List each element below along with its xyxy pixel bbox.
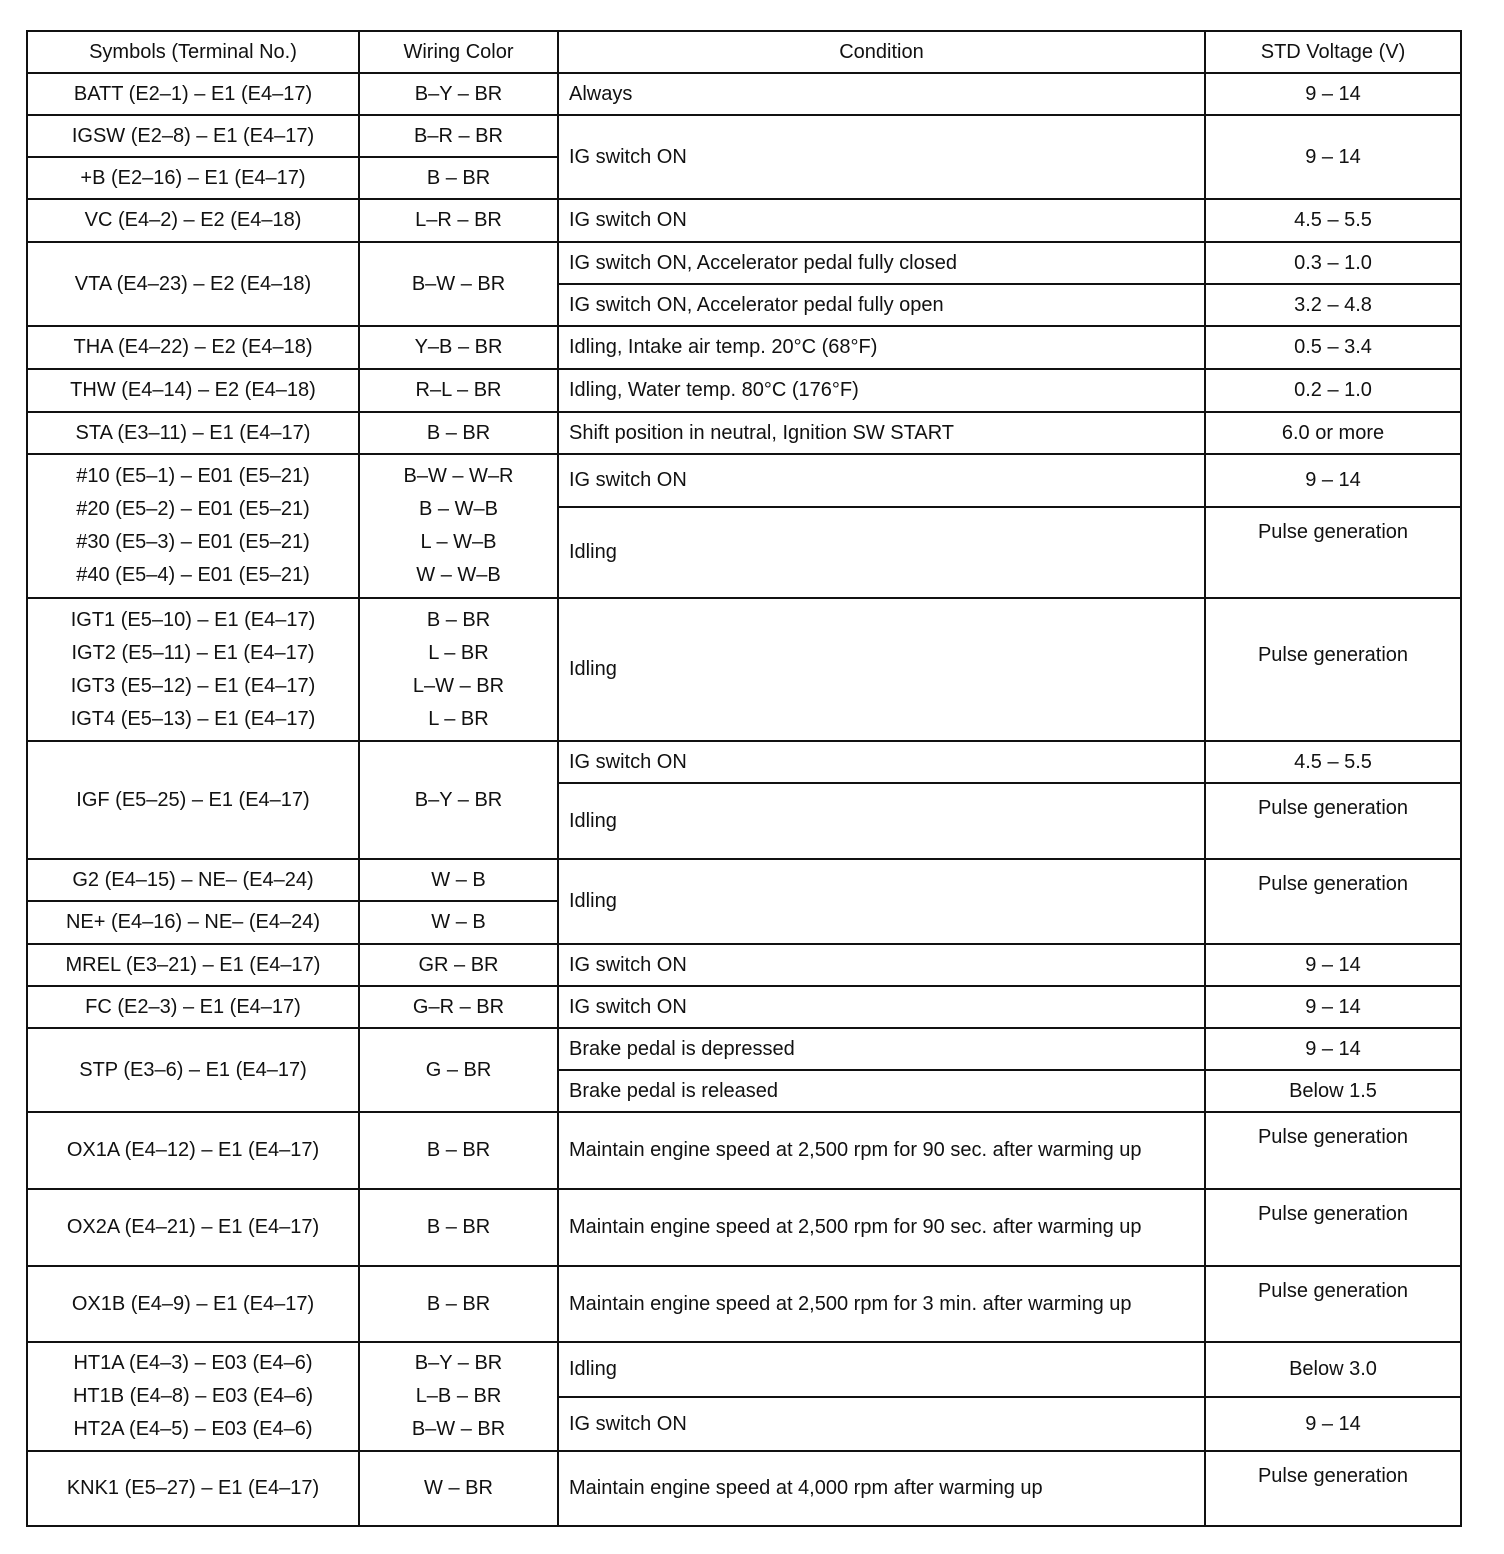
header-condition: Condition [558, 31, 1205, 73]
symbol-line: HT2A (E4–5) – E03 (E4–6) [73, 1418, 313, 1440]
condition-cell: Idling [558, 859, 1205, 944]
wiring-cell: B–Y – BR [359, 73, 558, 115]
wiring-line: B–Y – BR [414, 1352, 503, 1374]
wiring-line: B – W–B [419, 498, 498, 520]
table-row [27, 326, 1461, 369]
voltage-cell: Pulse generation [1205, 859, 1461, 944]
symbol-line: IGT1 (E5–10) – E1 (E4–17) [70, 608, 316, 631]
table-row [27, 115, 1461, 157]
voltage-cell: Pulse generation [1205, 1112, 1461, 1189]
wiring-line: B–W – BR [411, 1418, 506, 1440]
wiring-cell: B–Y – BR [359, 741, 558, 859]
header-row [27, 31, 1461, 73]
wiring-cell: B – BR [359, 412, 558, 454]
voltage-cell: Pulse generation [1205, 598, 1461, 741]
wiring-line: L – W–B [420, 531, 497, 553]
condition-cell: IG switch ON [558, 986, 1205, 1028]
wiring-line: L – BR [428, 707, 489, 730]
voltage-cell: Pulse generation [1205, 783, 1461, 859]
table-row [27, 944, 1461, 986]
symbol-line: #30 (E5–3) – E01 (E5–21) [76, 531, 310, 553]
table-row [27, 859, 1461, 901]
symbol-cell [27, 598, 359, 741]
wiring-cell: B – BR [359, 1266, 558, 1342]
header-voltage: STD Voltage (V) [1205, 31, 1461, 73]
symbol-line: #40 (E5–4) – E01 (E5–21) [76, 564, 310, 586]
condition-cell: Idling [558, 507, 1205, 598]
voltage-cell: 9 – 14 [1205, 115, 1461, 199]
symbol-cell: STP (E3–6) – E1 (E4–17) [27, 1028, 359, 1112]
condition-cell: IG switch ON [558, 741, 1205, 783]
table-row [27, 1342, 1461, 1397]
wiring-line: L – BR [428, 641, 489, 664]
voltage-cell: 6.0 or more [1205, 412, 1461, 454]
table-row [27, 1451, 1461, 1526]
symbol-line: #20 (E5–2) – E01 (E5–21) [76, 498, 310, 520]
condition-cell: IG switch ON [558, 454, 1205, 507]
table-row [27, 986, 1461, 1028]
condition-cell: Brake pedal is depressed [558, 1028, 1205, 1070]
voltage-cell: 0.3 – 1.0 [1205, 242, 1461, 284]
wiring-cell: B – BR [359, 157, 558, 199]
table-row [27, 1112, 1461, 1189]
wiring-cell: B–R – BR [359, 115, 558, 157]
table-row [27, 369, 1461, 412]
voltage-cell: 9 – 14 [1205, 1397, 1461, 1451]
condition-cell: Idling [558, 1342, 1205, 1397]
symbol-cell: KNK1 (E5–27) – E1 (E4–17) [27, 1451, 359, 1526]
condition-cell: Brake pedal is released [558, 1070, 1205, 1112]
condition-cell: IG switch ON [558, 1397, 1205, 1451]
wiring-cell: B – BR [359, 1112, 558, 1189]
symbol-line: #10 (E5–1) – E01 (E5–21) [76, 465, 310, 487]
symbol-cell: FC (E2–3) – E1 (E4–17) [27, 986, 359, 1028]
symbol-cell: BATT (E2–1) – E1 (E4–17) [27, 73, 359, 115]
symbol-cell: G2 (E4–15) – NE– (E4–24) [27, 859, 359, 901]
condition-cell: Idling [558, 783, 1205, 859]
voltage-cell: Below 1.5 [1205, 1070, 1461, 1112]
wiring-line: B–W – W–R [403, 465, 514, 487]
condition-cell: Always [558, 73, 1205, 115]
wiring-cell [359, 1342, 558, 1451]
symbol-cell: THW (E4–14) – E2 (E4–18) [27, 369, 359, 412]
voltage-cell: 3.2 – 4.8 [1205, 284, 1461, 326]
wiring-cell: Y–B – BR [359, 326, 558, 369]
condition-cell: Idling [558, 598, 1205, 741]
symbol-line: HT1A (E4–3) – E03 (E4–6) [73, 1352, 313, 1374]
condition-cell: IG switch ON, Accelerator pedal fully open [558, 284, 1205, 326]
voltage-cell: 4.5 – 5.5 [1205, 199, 1461, 242]
symbol-cell: MREL (E3–21) – E1 (E4–17) [27, 944, 359, 986]
voltage-cell: Pulse generation [1205, 1189, 1461, 1266]
wiring-line: L–W – BR [412, 674, 505, 697]
table-row [27, 1189, 1461, 1266]
voltage-cell: Below 3.0 [1205, 1342, 1461, 1397]
condition-cell: IG switch ON, Accelerator pedal fully closed [558, 242, 1205, 284]
symbol-cell: VC (E4–2) – E2 (E4–18) [27, 199, 359, 242]
symbol-cell: THA (E4–22) – E2 (E4–18) [27, 326, 359, 369]
symbol-cell: NE+ (E4–16) – NE– (E4–24) [27, 901, 359, 944]
condition-cell: Maintain engine speed at 4,000 rpm after warming up [558, 1451, 1205, 1526]
symbol-line: HT1B (E4–8) – E03 (E4–6) [72, 1385, 314, 1407]
voltage-cell: 4.5 – 5.5 [1205, 741, 1461, 783]
symbol-cell: STA (E3–11) – E1 (E4–17) [27, 412, 359, 454]
wiring-cell: B–W – BR [359, 242, 558, 326]
condition-cell: Maintain engine speed at 2,500 rpm for 90 sec. after warming up [558, 1189, 1205, 1266]
voltage-cell: 9 – 14 [1205, 454, 1461, 507]
symbol-cell [27, 1342, 359, 1451]
wiring-cell: R–L – BR [359, 369, 558, 412]
wiring-cell [359, 454, 558, 598]
symbol-line: IGT3 (E5–12) – E1 (E4–17) [70, 674, 316, 697]
table-row [27, 1028, 1461, 1070]
table-row [27, 454, 1461, 507]
wiring-line: W – W–B [416, 564, 501, 586]
table-row [27, 73, 1461, 115]
wiring-cell: W – B [359, 901, 558, 944]
voltage-cell: 9 – 14 [1205, 944, 1461, 986]
symbol-cell: IGSW (E2–8) – E1 (E4–17) [27, 115, 359, 157]
symbol-cell: OX1A (E4–12) – E1 (E4–17) [27, 1112, 359, 1189]
voltage-cell: Pulse generation [1205, 1266, 1461, 1342]
symbol-cell [27, 454, 359, 598]
voltage-cell: 9 – 14 [1205, 986, 1461, 1028]
table-row [27, 242, 1461, 284]
symbol-line: IGT4 (E5–13) – E1 (E4–17) [70, 707, 316, 730]
voltage-cell: 0.5 – 3.4 [1205, 326, 1461, 369]
condition-cell: Idling, Water temp. 80°C (176°F) [558, 369, 1205, 412]
voltage-cell: 0.2 – 1.0 [1205, 369, 1461, 412]
wiring-line: L–B – BR [415, 1385, 502, 1407]
voltage-cell: 9 – 14 [1205, 73, 1461, 115]
header-symbol: Symbols (Terminal No.) [27, 31, 359, 73]
voltage-cell: Pulse generation [1205, 1451, 1461, 1526]
condition-cell: Shift position in neutral, Ignition SW START [558, 412, 1205, 454]
table-row [27, 741, 1461, 783]
voltage-cell: 9 – 14 [1205, 1028, 1461, 1070]
table-row [27, 199, 1461, 242]
symbol-cell: IGF (E5–25) – E1 (E4–17) [27, 741, 359, 859]
symbol-cell: VTA (E4–23) – E2 (E4–18) [27, 242, 359, 326]
condition-cell: Maintain engine speed at 2,500 rpm for 90 sec. after warming up [558, 1112, 1205, 1189]
wiring-cell: L–R – BR [359, 199, 558, 242]
condition-cell: IG switch ON [558, 944, 1205, 986]
symbol-cell: OX1B (E4–9) – E1 (E4–17) [27, 1266, 359, 1342]
ecu-terminal-voltage-table [26, 30, 1462, 1527]
condition-cell: Idling, Intake air temp. 20°C (68°F) [558, 326, 1205, 369]
table-row [27, 1266, 1461, 1342]
wiring-cell: W – BR [359, 1451, 558, 1526]
condition-cell: IG switch ON [558, 115, 1205, 199]
wiring-line: B – BR [426, 608, 491, 631]
table-row [27, 598, 1461, 741]
header-wiring: Wiring Color [359, 31, 558, 73]
voltage-cell: Pulse generation [1205, 507, 1461, 598]
wiring-cell: GR – BR [359, 944, 558, 986]
wiring-cell [359, 598, 558, 741]
symbol-cell: +B (E2–16) – E1 (E4–17) [27, 157, 359, 199]
condition-cell: IG switch ON [558, 199, 1205, 242]
symbol-line: IGT2 (E5–11) – E1 (E4–17) [71, 641, 315, 664]
wiring-cell: G–R – BR [359, 986, 558, 1028]
symbol-cell: OX2A (E4–21) – E1 (E4–17) [27, 1189, 359, 1266]
wiring-cell: B – BR [359, 1189, 558, 1266]
wiring-cell: W – B [359, 859, 558, 901]
table-row [27, 412, 1461, 454]
condition-cell: Maintain engine speed at 2,500 rpm for 3 min. after warming up [558, 1266, 1205, 1342]
wiring-cell: G – BR [359, 1028, 558, 1112]
